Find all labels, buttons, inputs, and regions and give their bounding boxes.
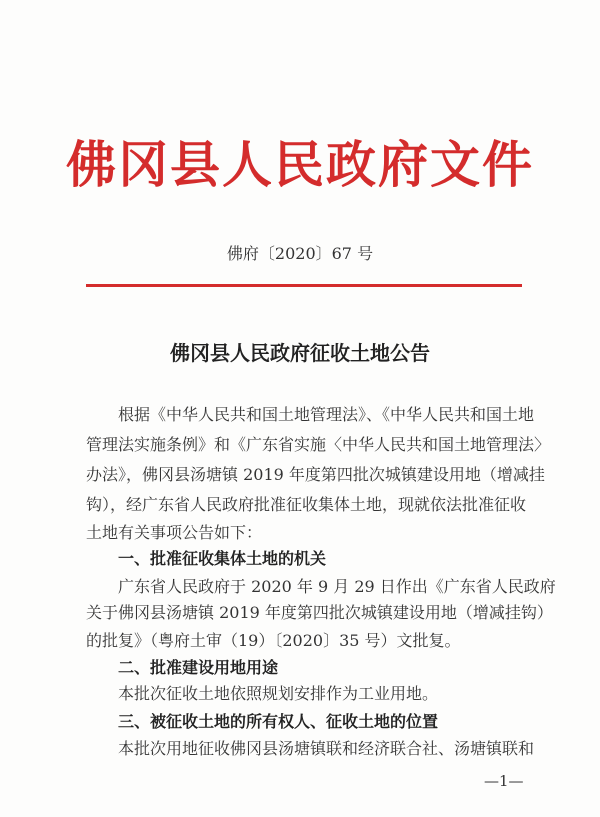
notice-title: 佛冈县人民政府征收土地公告 xyxy=(170,341,430,365)
intro-line: 根据《中华人民共和国土地管理法》、《中华人民共和国土地 xyxy=(118,405,535,424)
intro-line: 办法》，佛冈县汤塘镇 2019 年度第四批次城镇建设用地（增减挂 xyxy=(86,465,545,484)
section-heading-approval-authority: 一、批准征收集体土地的机关 xyxy=(118,549,327,568)
section1-line: 的批复》（粤府土审（19）〔2020〕35 号）文批复。 xyxy=(86,631,461,650)
section2-line: 本批次征收土地依照规划安排作为工业用地。 xyxy=(118,684,439,703)
document-number: 佛府〔2020〕67 号 xyxy=(226,244,374,263)
page-number: —1— xyxy=(484,772,524,790)
red-divider-line xyxy=(86,284,522,287)
intro-line: 土地有关事项公告如下： xyxy=(86,523,263,542)
intro-line: 钩），经广东省人民政府批准征收集体土地，现就依法批准征收 xyxy=(86,495,527,514)
section1-line: 关于佛冈县汤塘镇 2019 年度第四批次城镇建设用地（增减挂钩） xyxy=(86,603,553,622)
document-header-title: 佛冈县人民政府文件 xyxy=(66,135,534,194)
section3-line: 本批次用地征收佛冈县汤塘镇联和经济联合社、汤塘镇联和 xyxy=(118,739,535,758)
section-heading-land-use: 二、批准建设用地用途 xyxy=(118,658,279,677)
section-heading-owners-location: 三、被征收土地的所有权人、征收土地的位置 xyxy=(118,712,439,731)
section1-line: 广东省人民政府于 2020 年 9 月 29 日作出《广东省人民政府 xyxy=(118,577,556,596)
intro-line: 管理法实施条例》和《广东省实施〈中华人民共和国土地管理法〉 xyxy=(86,435,551,454)
